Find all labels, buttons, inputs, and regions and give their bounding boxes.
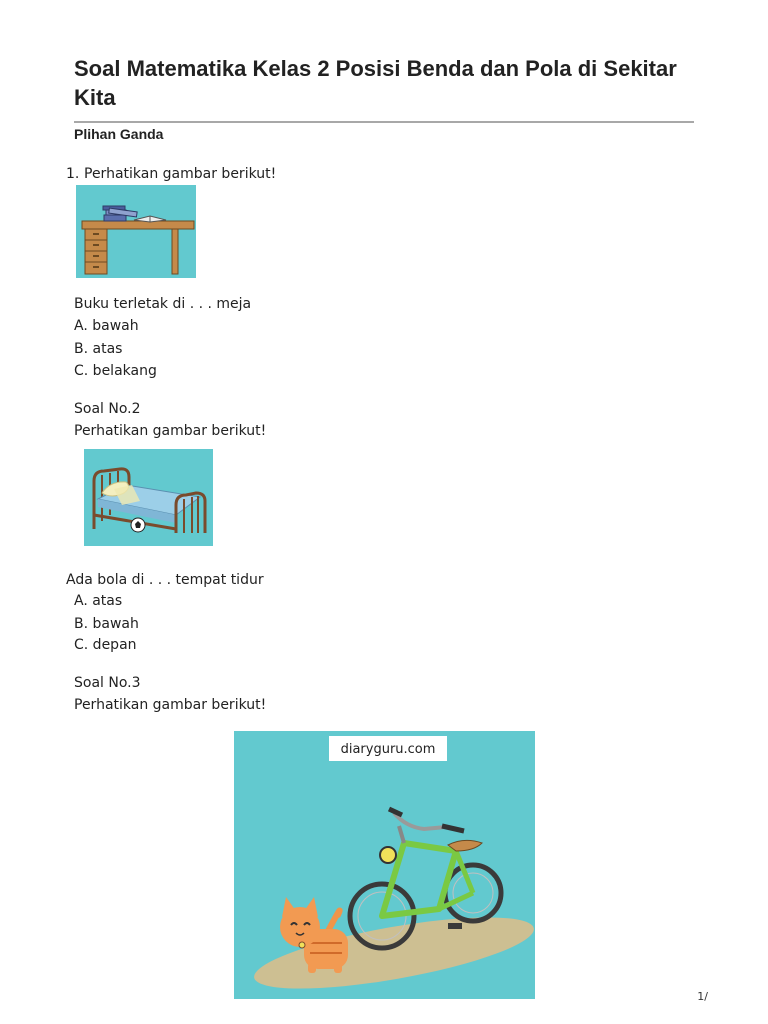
question-2-heading: Soal No.2 <box>74 401 141 417</box>
desk-with-books-image <box>76 185 196 278</box>
section-heading: Plihan Ganda <box>74 126 164 142</box>
page-number: 1/ <box>697 990 708 1003</box>
question-1-number: 1. <box>66 166 80 182</box>
question-2-intro: Perhatikan gambar berikut! <box>74 423 267 439</box>
image-watermark: diaryguru.com <box>340 742 436 757</box>
question-1-option-a[interactable]: A. bawah <box>74 318 139 334</box>
question-1-option-b[interactable]: B. atas <box>74 341 123 357</box>
bed-with-ball-image <box>84 449 213 546</box>
question-2-option-a[interactable]: A. atas <box>74 593 123 609</box>
question-1-prompt: Buku terletak di . . . meja <box>74 296 252 312</box>
question-3-heading: Soal No.3 <box>74 675 141 691</box>
question-2-option-b[interactable]: B. bawah <box>74 616 139 632</box>
cat-and-bicycle-image <box>234 731 535 999</box>
page-title: Soal Matematika Kelas 2 Posisi Benda dan Pola di Sekitar Kita <box>74 56 677 110</box>
question-1-intro: Perhatikan gambar berikut! <box>84 166 277 182</box>
title-divider <box>74 121 694 123</box>
question-2-option-c[interactable]: C. depan <box>74 637 137 653</box>
question-3-intro: Perhatikan gambar berikut! <box>74 697 267 713</box>
question-2-prompt: Ada bola di . . . tempat tidur <box>66 572 264 588</box>
question-1-option-c[interactable]: C. belakang <box>74 363 157 379</box>
